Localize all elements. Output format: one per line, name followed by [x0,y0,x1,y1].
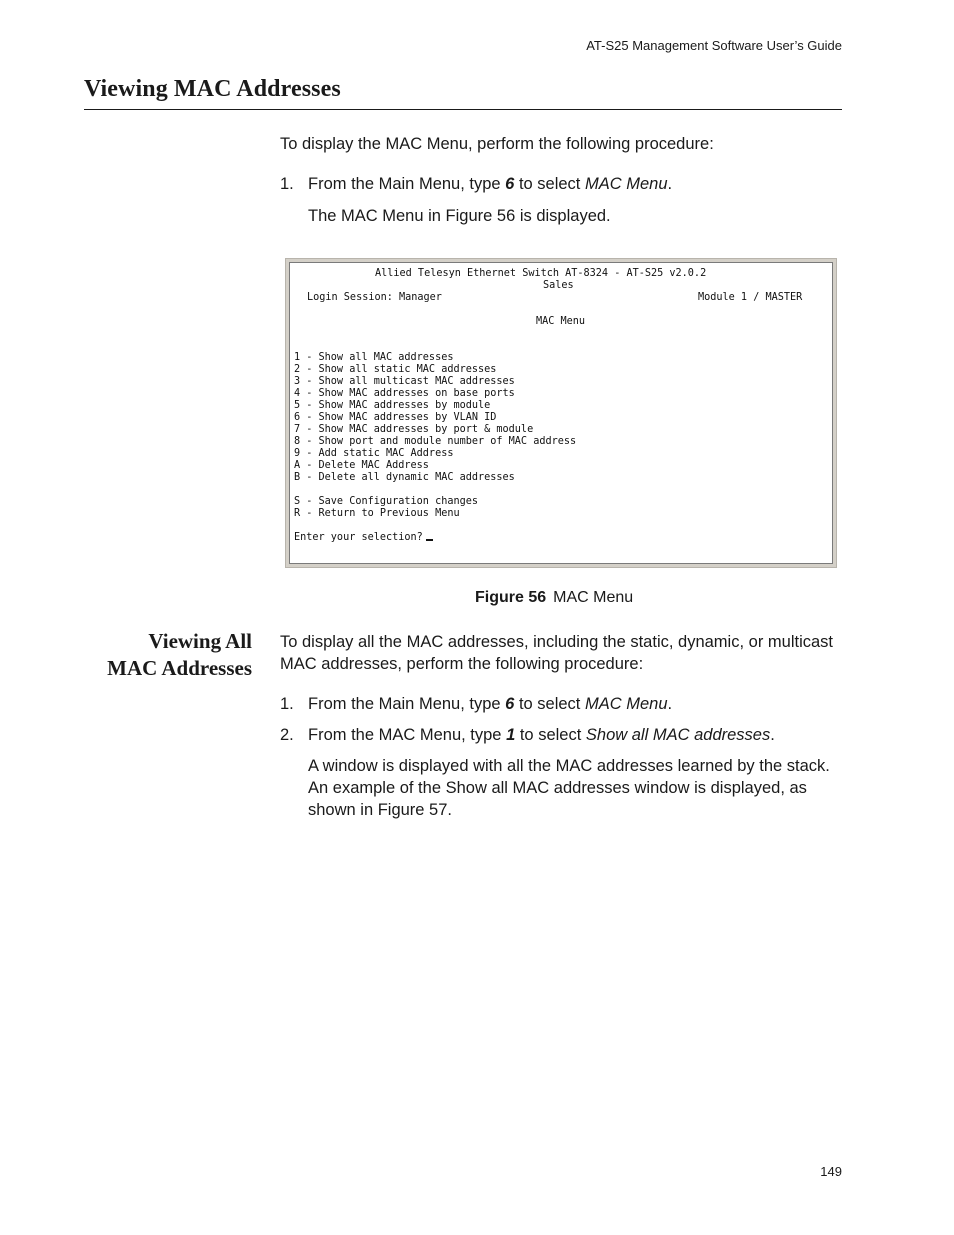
mac-menu-figure [285,258,837,568]
menu-option[interactable]: 1 - Show all MAC addresses [294,352,454,363]
heading-rule [84,109,842,110]
section-heading: Viewing MAC Addresses [84,76,341,102]
step-number: 2. [280,726,294,744]
caption-label: Figure 56 [475,589,547,606]
menu-title: MAC Menu [536,316,586,327]
module-info: Module 1 / MASTER [698,292,803,303]
key-1: 1 [506,726,516,744]
menu-option-name: Show all MAC addresses [585,726,771,744]
menu-option[interactable]: 3 - Show all multicast MAC addresses [294,376,515,387]
key-6: 6 [505,175,515,193]
step-text: From the Main Menu, type 6 to select MAC Menu. [308,695,673,713]
terminal-title: Allied Telesyn Ethernet Switch AT-8324 - AT-S25 v2.0.2 [375,268,707,279]
step-result: The MAC Menu in Figure 56 is displayed. [308,207,611,225]
menu-option[interactable]: 7 - Show MAC addresses by port & module [294,424,534,435]
subsection-heading: Viewing All MAC Addresses [107,629,252,680]
login-session: Login Session: Manager [307,292,442,303]
menu-option[interactable]: B - Delete all dynamic MAC addresses [294,472,515,483]
step-1b [280,693,840,715]
menu-option[interactable]: 9 - Add static MAC Address [294,448,454,459]
return-option[interactable]: R - Return to Previous Menu [294,508,460,519]
menu-name: MAC Menu [584,175,668,193]
intro-paragraph-2: To display all the MAC addresses, including the static, dynamic, or multicast MAC addresses, perform the following procedure: [280,633,833,673]
menu-option[interactable]: 6 - Show MAC addresses by VLAN ID [294,412,497,423]
cursor-icon [426,539,433,541]
menu-option[interactable]: 5 - Show MAC addresses by module [294,400,491,411]
step-number: 1. [280,695,294,713]
save-option[interactable]: S - Save Configuration changes [294,496,479,507]
step-1 [280,173,840,195]
step-text: From the Main Menu, type 6 to select MAC Menu. [308,175,673,193]
key-6: 6 [505,695,515,713]
step-2 [280,724,840,746]
step-number: 1. [280,175,294,193]
menu-option[interactable]: 8 - Show port and module number of MAC address [294,436,577,447]
terminal-window [289,262,833,564]
menu-name: MAC Menu [584,695,668,713]
caption-text: MAC Menu [553,589,634,606]
page-number: 149 [820,1164,842,1179]
step-2-result: A window is displayed with all the MAC addresses learned by the stack. An example of the Show all MAC addresses window is displayed, as shown in Figure 57. [308,757,830,819]
intro-paragraph: To display the MAC Menu, perform the following procedure: [280,135,714,153]
menu-option[interactable]: 4 - Show MAC addresses on base ports [294,388,515,399]
running-header: AT-S25 Management Software User’s Guide [586,38,842,53]
step-text: From the MAC Menu, type 1 to select Show all MAC addresses. [308,726,775,744]
figure-caption [475,589,633,607]
menu-option[interactable]: A - Delete MAC Address [294,460,429,471]
menu-option[interactable]: 2 - Show all static MAC addresses [294,364,497,375]
terminal-subtitle: Sales [543,280,574,291]
selection-prompt[interactable]: Enter your selection? [294,532,433,544]
